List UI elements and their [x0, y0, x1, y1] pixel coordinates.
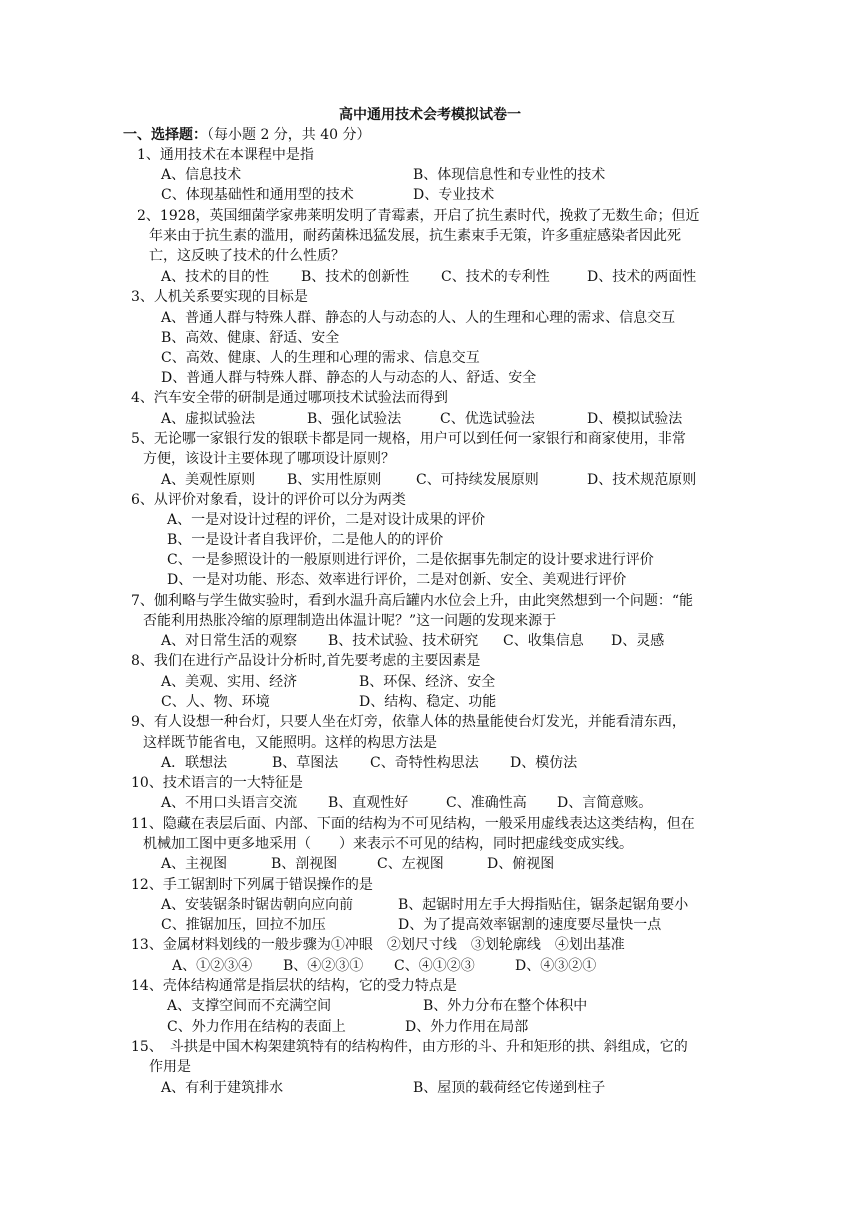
option: A、美观、实用、经济	[161, 674, 298, 690]
question-stem: 2、1928，英国细菌学家弗莱明发明了青霉素，开启了抗生素时代，挽救了无数生命；但近	[137, 208, 700, 224]
option: D、为了提高效率锯割的速度要尽量快一点	[398, 917, 662, 933]
option: D、模仿法	[510, 755, 578, 771]
option: B、强化试验法	[307, 411, 402, 427]
option: A、虚拟试验法	[161, 411, 256, 427]
option: C、准确性高	[446, 795, 527, 811]
option: A、信息技术	[161, 167, 242, 183]
option: B、一是设计者自我评价，二是他人的的评价	[167, 532, 444, 548]
question-stem: 9、有人设想一种台灯，只要人坐在灯旁，依靠人体的热量能使台灯发光，并能看清东西，	[131, 714, 686, 730]
option: B、技术试验、技术研究	[328, 633, 479, 649]
option: C、人、物、环境	[161, 694, 270, 710]
option: A、对日常生活的观察	[161, 633, 298, 649]
option: A、技术的目的性	[161, 269, 270, 285]
option: D、俯视图	[487, 856, 555, 872]
option: D、普通人群与特殊人群、静态的人与动态的人、舒适、安全	[161, 370, 537, 386]
question-stem: 方便，该设计主要体现了哪项设计原则？	[143, 451, 395, 467]
option: B、外力分布在整个体积中	[423, 998, 588, 1014]
option: D、外力作用在局部	[405, 1019, 529, 1035]
question-stem: 13、金属材料划线的一般步骤为①冲眼 ②划尺寸线 ③划轮廓线 ④划出基准	[131, 937, 625, 953]
option: A、普通人群与特殊人群、静态的人与动态的人、人的生理和心理的需求、信息交互	[161, 310, 676, 326]
question-stem: 6、从评价对象看，设计的评价可以分为两类	[131, 492, 406, 508]
option: A、美观性原则	[161, 472, 256, 488]
section-header	[123, 125, 371, 145]
option: C、外力作用在结构的表面上	[167, 1019, 346, 1035]
question-stem: 机械加工图中更多地采用（ ）来表示不可见的结构，同时把虚线变成实线。	[143, 836, 633, 852]
option: A、支撑空间而不充满空间	[167, 998, 332, 1014]
option: B、实用性原则	[287, 472, 382, 488]
option: D、专业技术	[413, 187, 495, 203]
option: A、安装锯条时锯齿朝向应向前	[161, 897, 354, 913]
question-stem: 1、通用技术在本课程中是指	[137, 147, 314, 163]
option: B、环保、经济、安全	[359, 674, 496, 690]
question-stem: 否能利用热胀冷缩的原理制造出体温计呢？”这一问题的发现来源于	[143, 613, 557, 629]
section-note: （每小题 2 分，共 40 分）	[207, 127, 371, 143]
option: A、不用口头语言交流	[161, 795, 298, 811]
question-stem: 年来由于抗生素的滥用，耐药菌株迅猛发展，抗生素束手无策，许多重症感染者因此死	[149, 228, 681, 244]
option: B、体现信息性和专业性的技术	[413, 167, 606, 183]
option: A、有利于建筑排水	[161, 1080, 284, 1096]
option: C、可持续发展原则	[416, 472, 539, 488]
option: B、起锯时用左手大拇指贴住，锯条起锯角要小	[398, 897, 689, 913]
option: D、结构、稳定、功能	[359, 694, 497, 710]
option: D、言简意赅。	[557, 795, 653, 811]
option: A、一是对设计过程的评价，二是对设计成果的评价	[167, 512, 486, 528]
option: B、高效、健康、舒适、安全	[161, 330, 340, 346]
option: D、④③②①	[515, 958, 597, 974]
option: D、灵感	[611, 633, 665, 649]
option: C、推锯加压，回拉不加压	[161, 917, 326, 933]
option: C、优选试验法	[440, 411, 535, 427]
option: D、技术的两面性	[587, 269, 697, 285]
question-stem: 亡，这反映了技术的什么性质？	[149, 248, 345, 264]
option: B、直观性好	[328, 795, 409, 811]
question-stem: 10、技术语言的一大特征是	[131, 775, 303, 791]
option: B、剖视图	[271, 856, 338, 872]
question-stem: 作用是	[149, 1059, 191, 1075]
option: A、①②③④	[172, 958, 253, 974]
option: D、技术规范原则	[587, 472, 697, 488]
option: C、一是参照设计的一般原则进行评价，二是依据事先制定的设计要求进行评价	[167, 552, 654, 568]
option: B、④②③①	[283, 958, 364, 974]
option: C、④①②③	[394, 958, 475, 974]
question-stem: 12、手工锯割时下列属于错误操作的是	[131, 877, 373, 893]
option: B、屋顶的载荷经它传递到柱子	[413, 1080, 606, 1096]
question-stem: 3、人机关系要实现的目标是	[131, 289, 308, 305]
question-stem: 4、汽车安全带的研制是通过哪项技术试验法而得到	[131, 390, 448, 406]
section-heading: 一、选择题：	[123, 127, 207, 143]
question-stem: 15、 斗拱是中国木构架建筑特有的结构构件，由方形的斗、升和矩形的拱、斜组成，它的	[131, 1039, 688, 1055]
option: A、主视图	[161, 856, 228, 872]
option: D、模拟试验法	[587, 411, 683, 427]
option: B、技术的创新性	[301, 269, 410, 285]
question-stem: 11、隐藏在表层后面、内部、下面的结构为不可见结构，一般采用虚线表达这类结构，但在	[131, 816, 695, 832]
question-stem: 7、伽利略与学生做实验时，看到水温升高后罐内水位会上升，由此突然想到一个问题：“能	[131, 593, 694, 609]
question-stem: 8、我们在进行产品设计分析时,首先要考虑的主要因素是	[131, 653, 481, 669]
option: C、奇特性构思法	[370, 755, 479, 771]
page-title: 高中通用技术会考模拟试卷一	[339, 107, 521, 123]
question-stem: 14、壳体结构通常是指层状的结构，它的受力特点是	[131, 978, 457, 994]
option: C、收集信息	[503, 633, 584, 649]
option: C、体现基础性和通用型的技术	[161, 187, 354, 203]
option: C、技术的专利性	[441, 269, 550, 285]
question-stem: 这样既节能省电，又能照明。这样的构思方法是	[143, 735, 437, 751]
option: C、左视图	[377, 856, 444, 872]
option: A．联想法	[161, 755, 228, 771]
option: B、草图法	[272, 755, 339, 771]
question-stem: 5、无论哪一家银行发的银联卡都是同一规格，用户可以到任何一家银行和商家使用，非常	[131, 431, 686, 447]
option: D、一是对功能、形态、效率进行评价，二是对创新、安全、美观进行评价	[167, 572, 627, 588]
option: C、高效、健康、人的生理和心理的需求、信息交互	[161, 350, 480, 366]
